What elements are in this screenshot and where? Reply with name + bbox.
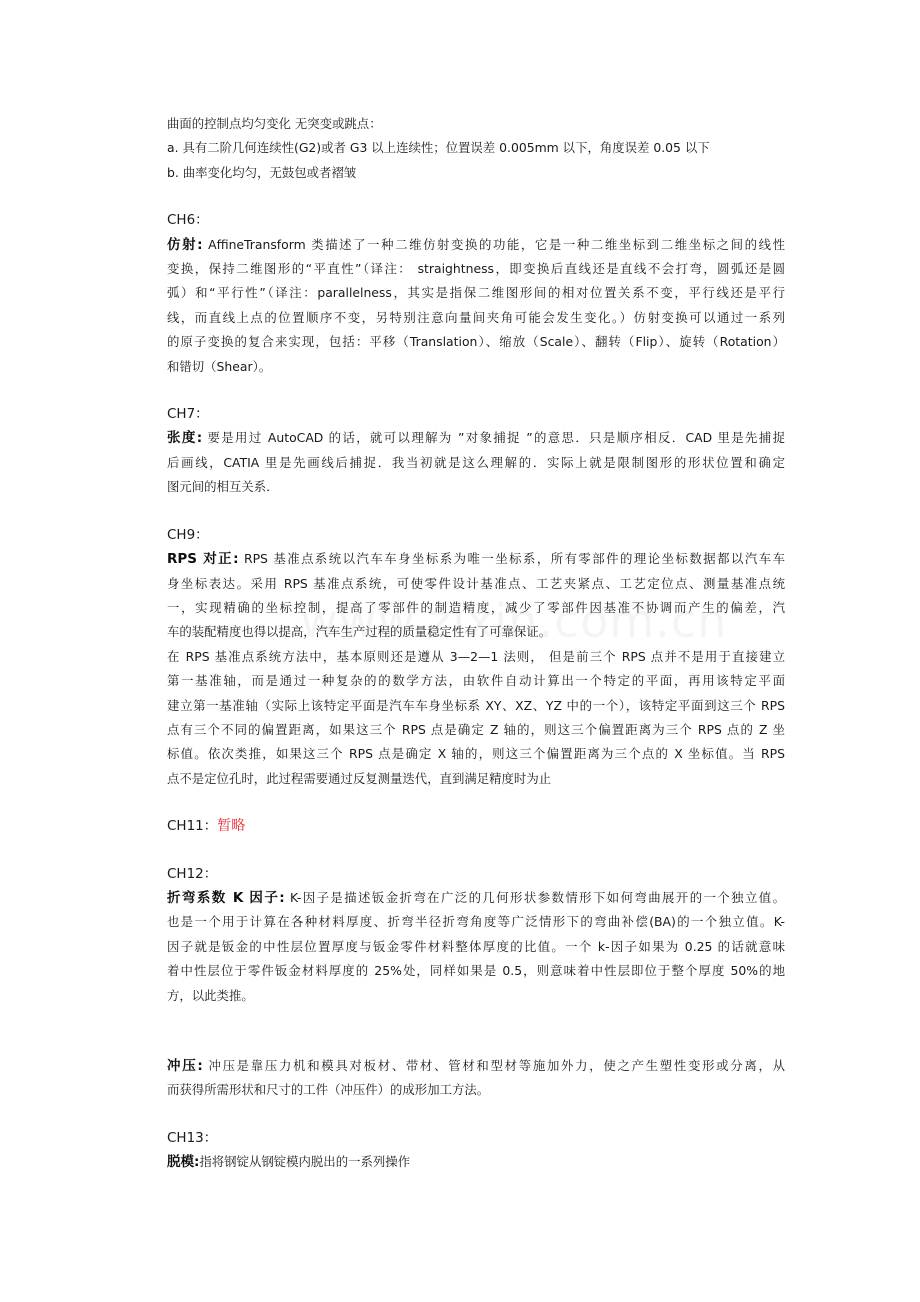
ch9-para2-line: 在 RPS 基准点系统方法中，基本原则还是遵从 3—2—1 法则， 但是前三个 RPS 点并不是用于直接建立 [167, 648, 785, 664]
ch7-line: 图元间的相互关系． [167, 479, 279, 495]
ch9-para2-line: 第一基准轴，而是通过一种复杂的的数学方法，由软件自动计算出一个特定的平面，再用该特定平面 [167, 673, 785, 689]
document-body [167, 112, 785, 1175]
ch9-line: 车的装配精度也得以提高，汽车生产过程的质量稳定性有了可靠保证。 [167, 624, 552, 640]
ch11-note: 暂略 [217, 818, 246, 835]
ch12-line: 折弯系数 K 因子: K-因子是描述钣金折弯在广泛的几何形状参数情形下如何弯曲展开的一个独立值。 [167, 889, 785, 906]
intro-item-a: a. 具有二阶几何连续性(G2)或者 G3 以上连续性；位置误差 0.005mm 以下，角度误差 0.05 以下 [167, 140, 710, 156]
ch6-line: 线，而直线上点的位置顺序不变，另特别注意向量间夹角可能会发生变化。）仿射变换可以通过一系列 [167, 309, 785, 325]
ch13-heading: CH13： [167, 1129, 218, 1146]
ch7-line: 张度: 要是用过 AutoCAD 的话，就可以理解为 ”对象捕捉 ”的意思．只是顺序相反．CAD 里是先捕捉 [167, 430, 785, 447]
ch12-line: 方，以此类推。 [167, 987, 254, 1003]
ch12-heading: CH12： [167, 865, 218, 882]
ch12-line: 也是一个用于计算在各种材料厚度、折弯半径折弯角度等广泛情形下的弯曲补偿(BA)的一个独立值。K- [167, 914, 785, 930]
ch6-line: 弧）和“平行性”（译注：parallelness，其实是指保二维图形间的相对位置关系不变，平行线还是平行 [167, 285, 785, 301]
ch13-term: 脱模: [167, 1154, 200, 1171]
ch12-term: 折弯系数 K 因子: [167, 889, 285, 906]
ch6-line: 和错切（Shear）。 [167, 358, 272, 374]
intro-item-b: b. 曲率变化均匀，无鼓包或者褶皱 [167, 164, 357, 180]
ch6-line: 的原子变换的复合来实现，包括：平移（Translation）、缩放（Scale）、翻转（Flip）、旋转（Rotation） [167, 334, 785, 350]
stamping-line: 冲压: 冲压是靠压力机和模具对板材、带材、管材和型材等施加外力，使之产生塑性变形或分离，从 [167, 1058, 785, 1074]
ch6-line: 变换，保持二维图形的“平直性”（译注： straightness，即变换后直线还是直线不会打弯，圆弧还是圆 [167, 261, 785, 277]
ch9-term: RPS 对正: [167, 551, 239, 568]
ch9-line: 身坐标表达。采用 RPS 基准点系统，可使零件设计基准点、工艺夹紧点、工艺定位点、测量基准点统 [167, 575, 785, 591]
ch6-line: 仿射: AffineTransform 类描述了一种二维仿射变换的功能，它是一种二维坐标到二维坐标之间的线性 [167, 236, 785, 253]
stamping-line: 而获得所需形状和尺寸的工件（冲压件）的成形加工方法。 [167, 1082, 490, 1098]
ch6-term: 仿射: [167, 236, 203, 253]
intro-line: 曲面的控制点均匀变化 无突变或跳点： [167, 116, 382, 131]
ch11-heading: CH11：暂略 [167, 818, 246, 835]
ch7-heading: CH7： [167, 406, 209, 423]
ch9-line: RPS 对正: RPS 基准点系统以汽车车身坐标系为唯一坐标系，所有零部件的理论坐标数据都以汽车车 [167, 551, 785, 568]
ch7-line: 后画线，CATIA 里是先画线后捕捉．我当初就是这么理解的．实际上就是限制图形的形状位置和确定 [167, 454, 785, 470]
ch9-line: 一，实现精确的坐标控制，提高了零部件的制造精度，减少了零部件因基准不协调而产生的偏差，汽 [167, 599, 785, 615]
stamping-term: 冲压: [167, 1058, 203, 1074]
ch6-heading: CH6： [167, 212, 209, 229]
ch9-para2-line: 标值。依次类推，如果这三个 RPS 点是确定 X 轴的，则这三个偏置距离为三个点的 X 坐标值。当 RPS [167, 746, 785, 762]
ch9-para2-line: 建立第一基准轴（实际上该特定平面是汽车车身坐标系 XY、XZ、YZ 中的一个），该特定平面到这三个 RPS [167, 697, 785, 713]
ch9-para2-line: 点有三个不同的偏置距离，如果这三个 RPS 点是确定 Z 轴的，则这三个偏置距离为三个 RPS 点的 Z 坐 [167, 721, 785, 737]
ch12-line: 着中性层位于零件钣金材料厚度的 25%处，同样如果是 0.5，则意味着中性层即位于整个厚度 50%的地 [167, 963, 785, 979]
ch12-line: 因子就是钣金的中性层位置厚度与钣金零件材料整体厚度的比值。一个 k-因子如果为 0.25 的话就意味 [167, 938, 785, 954]
ch7-term: 张度: [167, 430, 203, 447]
ch9-para2-line: 点不是定位孔时，此过程需要通过反复测量迭代，直到满足精度时为止 [167, 770, 552, 786]
ch9-heading: CH9： [167, 526, 209, 543]
ch13-line: 脱模:指将钢锭从钢锭模内脱出的一系列操作 [167, 1154, 411, 1171]
